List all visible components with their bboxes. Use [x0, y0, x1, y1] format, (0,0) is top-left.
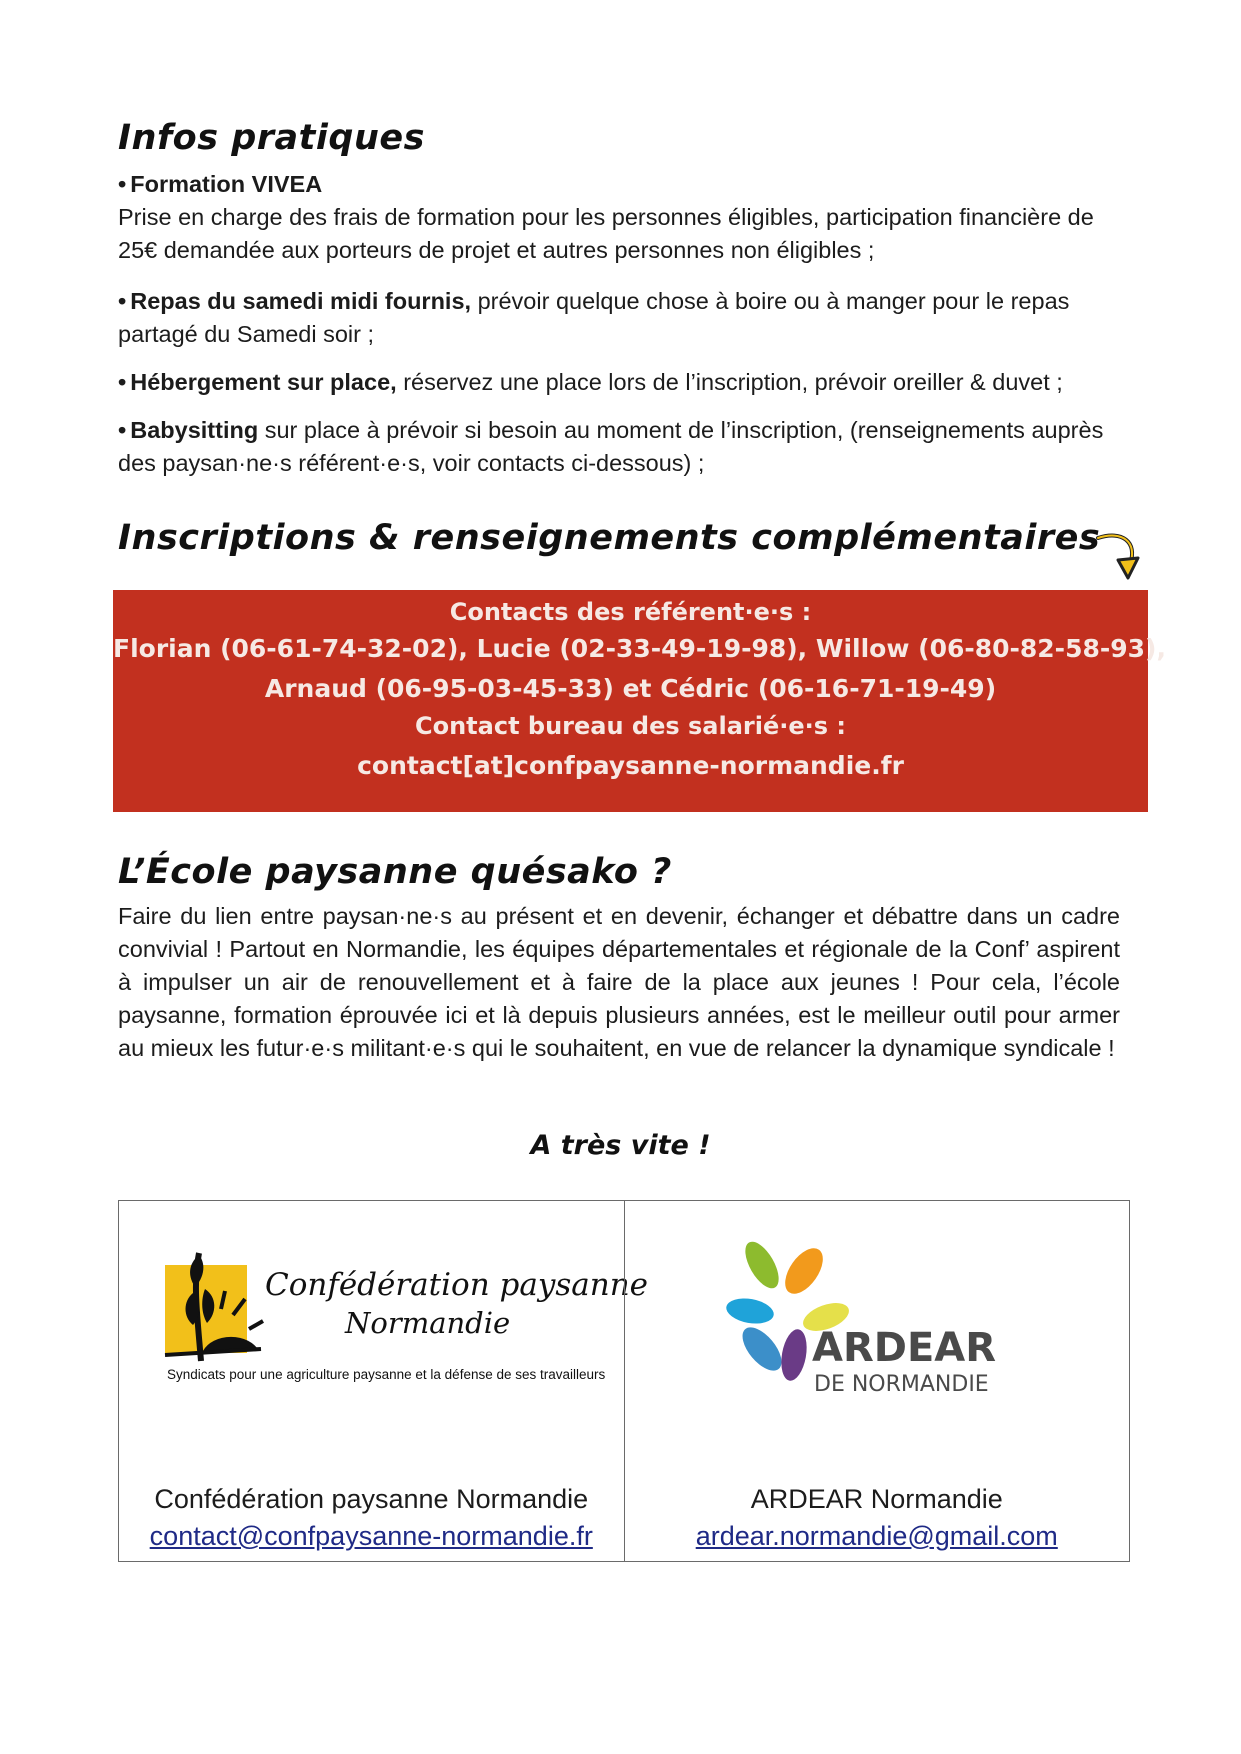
- ardear-logo-main: ARDEAR: [811, 1325, 996, 1371]
- hebergement-item: [118, 366, 1120, 399]
- bullet: •: [118, 417, 127, 443]
- organisations-table: [118, 1200, 1130, 1562]
- infos-title: Infos pratiques: [118, 118, 425, 158]
- babysitting-item: [118, 414, 1120, 480]
- hebergement-text: réservez une place lors de l’inscription, prévoir oreiller & duvet ;: [396, 369, 1063, 395]
- babysitting-bold: Babysitting: [130, 417, 259, 443]
- org-cell-confederation: [119, 1201, 649, 1561]
- org-cell-ardear: [624, 1201, 1130, 1561]
- contacts-line-1: Florian (06-61-74-32-02), Lucie (02-33-49-19-98), Willow (06-80-82-58-93),: [113, 634, 1166, 663]
- vivea-text: Prise en charge des frais de formation pour les personnes éligibles, participation financière de 25€ demandée aux porteurs de projet et autres personnes non éligibles ;: [118, 204, 1094, 263]
- contacts-line-2: Arnaud (06-95-03-45-33) et Cédric (06-16-71-19-49): [264, 674, 997, 703]
- logo-line-1: Confédération paysanne: [265, 1267, 649, 1303]
- vivea-item: [118, 168, 1120, 267]
- logo-line-2: Normandie: [345, 1306, 511, 1340]
- bureau-email[interactable]: contact[at]confpaysanne-normandie.fr: [357, 751, 904, 780]
- contacts-box: [113, 590, 1166, 812]
- repas-item: [118, 285, 1120, 351]
- bullet: •: [118, 171, 127, 197]
- hebergement-bold: Hébergement sur place,: [130, 369, 397, 395]
- repas-text: prévoir quelque chose à boire ou à manger pour le repas partagé du Samedi soir ;: [118, 288, 1070, 347]
- inscriptions-title: Inscriptions & renseignements complémentaires: [118, 518, 1101, 558]
- repas-bold: Repas du samedi midi fournis,: [130, 288, 472, 314]
- org-name: ARDEAR Normandie: [750, 1484, 1003, 1514]
- org-email-link[interactable]: ardear.normandie@gmail.com: [695, 1521, 1058, 1551]
- ardear-logo-sub: DE NORMANDIE: [813, 1372, 989, 1397]
- bullet: •: [118, 369, 127, 395]
- ardear-logo: [730, 1237, 1030, 1402]
- org-name: Confédération paysanne Normandie: [154, 1484, 589, 1514]
- tagline: A très vite !: [530, 1130, 711, 1161]
- bullet: •: [118, 288, 127, 314]
- logo-tagline: Syndicats pour une agriculture paysanne et la défense de ses travailleurs: [167, 1367, 606, 1382]
- vivea-title: Formation VIVEA: [130, 171, 323, 197]
- curved-arrow-icon: [1092, 528, 1140, 584]
- babysitting-text: sur place à prévoir si besoin au moment de l’inscription, (renseignements auprès des paysan·ne·s référent·e·s, voir contacts ci-dessous) ;: [118, 417, 1104, 476]
- ecole-title: L’École paysanne quésako ?: [118, 852, 672, 892]
- contacts-heading: Contacts des référent·e·s :: [449, 598, 812, 626]
- bureau-heading: Contact bureau des salarié·e·s :: [414, 712, 846, 740]
- confederation-paysanne-logo: [163, 1243, 649, 1403]
- org-email-link[interactable]: contact@confpaysanne-normandie.fr: [149, 1521, 593, 1551]
- ecole-text: Faire du lien entre paysan·ne·s au présent et en devenir, échanger et débattre dans un cadre convivial ! Partout en Normandie, les équipes départementales et régionale de la Conf’ aspirent à impulser un air de renouvellement et à faire de la place aux jeunes ! Pour cela, l’école paysanne, formation éprouvée ici et là depuis plusieurs années, est le meilleur outil pour armer au mieux les futur·e·s militant·e·s qui le souhaitent, en vue de relancer la dynamique syndicale !: [118, 903, 1120, 1061]
